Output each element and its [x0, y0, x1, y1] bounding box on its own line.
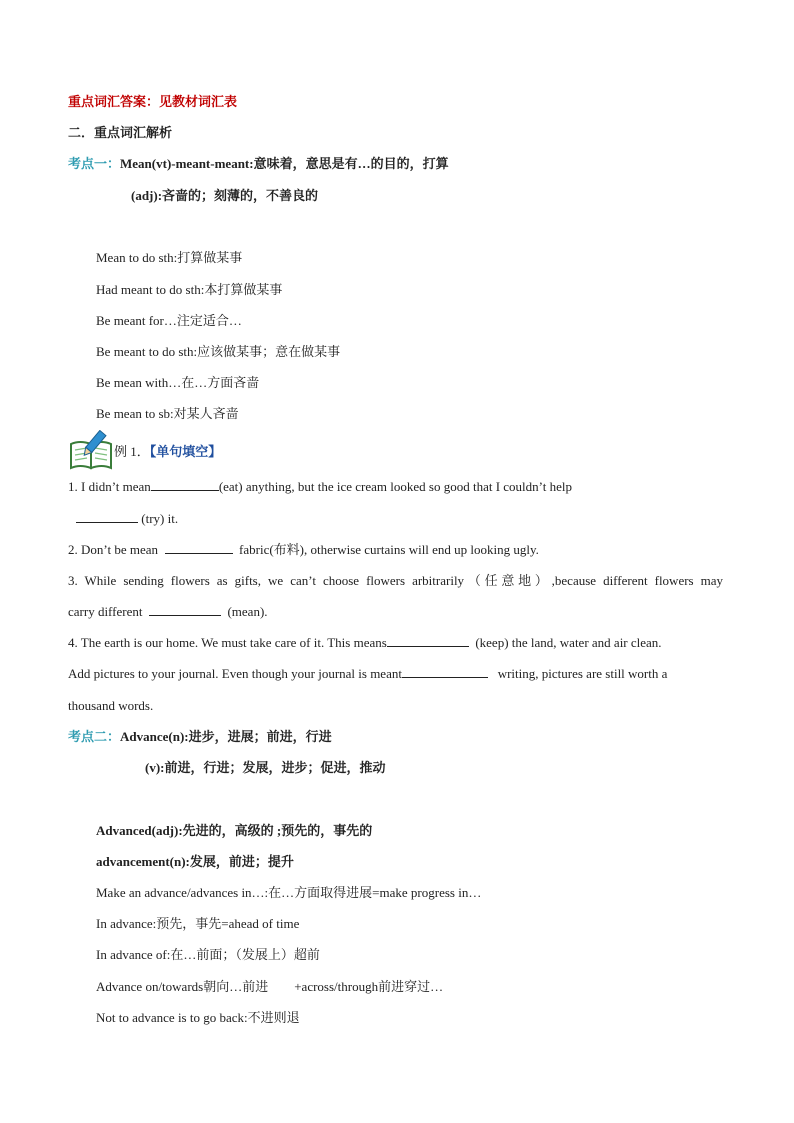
phrase-item: Advance on/towards朝向…前进 +across/through前进穿过… [96, 979, 444, 994]
example-label: 例 1． [114, 444, 150, 459]
question-text: (mean). [227, 604, 268, 619]
question-text: carry different [68, 604, 143, 619]
question-text: 2. Don’t be mean [68, 542, 159, 557]
answer-blank[interactable] [402, 665, 488, 678]
answer-blank[interactable] [165, 541, 233, 554]
question-text: (try) it. [141, 511, 179, 526]
point-one-title [68, 155, 449, 173]
question-5-cont: thousand words. [68, 698, 154, 713]
question-text: writing, pictures are still worth a [497, 666, 668, 681]
question-1-cont [76, 510, 178, 528]
pencil-book-icon [68, 430, 114, 470]
phrase-item: Be meant for…注定适合… [96, 313, 242, 328]
question-5 [68, 665, 667, 683]
phrase-item: In advance:预先，事先=ahead of time [96, 916, 300, 931]
point-one-label: 考点一： [68, 156, 121, 171]
section-two-heading: 二．重点词汇解析 [68, 125, 173, 140]
question-text: (keep) the land, water and air clean. [475, 635, 662, 650]
point-two-verb: (v):前进，行进；发展，进步；促进，推动 [145, 760, 386, 775]
question-1 [68, 478, 572, 496]
advanced-adj: Advanced(adj):先进的，高级的 ;预先的，事先的 [96, 823, 373, 838]
phrase-item: Be mean with…在…方面吝啬 [96, 375, 260, 390]
phrase-item: Not to advance is to go back:不进则退 [96, 1010, 300, 1025]
question-text: 4. The earth is our home. We must take care of it. This means [68, 635, 387, 650]
phrase-item: Mean to do sth:打算做某事 [96, 250, 243, 265]
phrase-item: Be mean to sb:对某人吝啬 [96, 406, 239, 421]
answer-blank[interactable] [387, 634, 469, 647]
example-tag: 【单句填空】 [149, 444, 222, 459]
answer-blank[interactable] [76, 510, 138, 523]
answer-blank[interactable] [151, 478, 219, 491]
point-one-adj: (adj):吝啬的；刻薄的，不善良的 [131, 188, 319, 203]
question-text: Add pictures to your journal. Even though your journal is meant [68, 666, 402, 681]
question-text: fabric(布料), otherwise curtains will end up looking ugly. [239, 542, 539, 557]
question-3-cont [68, 603, 268, 621]
question-3: 3. While sending flowers as gifts, we can’t choose flowers arbitrarily（任意地）,because different flowers may [68, 573, 723, 588]
answers-heading: 重点词汇答案：见教材词汇表 [68, 94, 238, 109]
question-text: 1. I didn’t mean [68, 479, 151, 494]
advancement-noun: advancement(n):发展，前进；提升 [96, 854, 294, 869]
phrase-item: Had meant to do sth:本打算做某事 [96, 282, 283, 297]
question-text: (eat) anything, but the ice cream looked so good that I couldn’t help [218, 479, 572, 494]
question-2 [68, 541, 539, 559]
phrase-item: Make an advance/advances in…:在…方面取得进展=make progress in… [96, 885, 482, 900]
phrase-item: Be meant to do sth:应该做某事；意在做某事 [96, 344, 341, 359]
point-two-text: Advance(n):进步，进展；前进，行进 [120, 729, 332, 744]
phrase-item: In advance of:在…前面；（发展上）超前 [96, 947, 320, 962]
example-title [114, 443, 221, 461]
point-two-title [68, 728, 332, 746]
point-one-text: Mean(vt)-meant-meant:意味着，意思是有…的目的，打算 [120, 156, 449, 171]
point-two-label: 考点二： [68, 729, 121, 744]
question-4 [68, 634, 662, 652]
answer-blank[interactable] [149, 603, 221, 616]
